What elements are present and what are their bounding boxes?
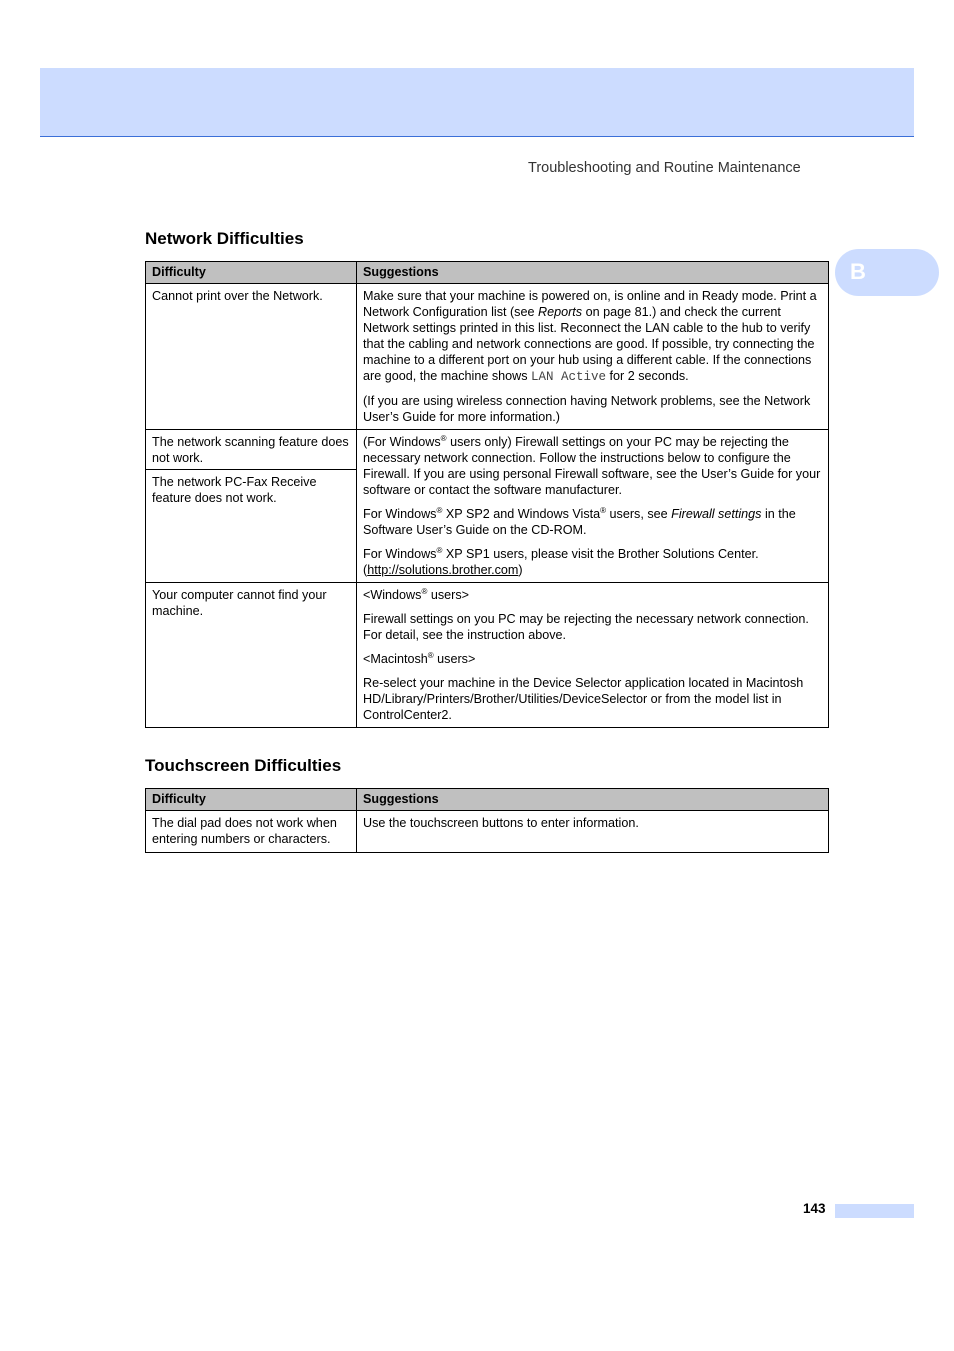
page-number: 143 [803,1201,826,1216]
cross-reference: Firewall settings [671,507,762,521]
section-title-network: Network Difficulties [145,229,304,248]
chapter-tab [835,249,939,296]
table-header-row [146,262,829,284]
suggestion-text: users> [433,652,476,666]
suggestion-cell [357,583,829,728]
running-title: Troubleshooting and Routine Maintenance [528,160,801,176]
registered-mark: ® [600,505,607,515]
difficulty-text: Cannot print over the Network. [152,289,323,303]
suggestion-paragraph: Re-select your machine in the Device Selector application located in Macintosh HD/Library/Printers/Brother/Utilities/DeviceSelector or from the model list in ControlCenter2. [363,676,804,722]
table-header-row [146,789,829,811]
suggestion-paragraph [363,546,822,578]
suggestion-text: For Windows [363,547,437,561]
suggestion-text: <Windows [363,588,422,602]
difficulty-cell [146,430,357,583]
suggestion-text: users only) Firewall settings on your PC may be rejecting the necessary network connection. Follow the instructions below to configure the Firewall. If you are using personal Firewall software, see the User’s Guide for your software or contact the software manufacturer. [363,435,821,497]
column-header-difficulty: Difficulty [146,262,357,284]
difficulty-cell [146,583,357,728]
suggestion-text: users, see [606,507,672,521]
suggestion-text: for 2 seconds. [606,369,689,383]
table-row [146,430,829,583]
suggestion-paragraph: Firewall settings on you PC may be rejecting the necessary network connection. For detail, see the instruction above. [363,612,809,642]
page-number-bar [835,1204,914,1218]
difficulty-cell [146,811,357,853]
suggestion-paragraph [363,506,822,538]
registered-mark: ® [421,586,428,596]
table-row [146,284,829,430]
registered-mark: ® [440,433,447,443]
suggestion-text: XP SP1 users, please visit the Brother Solutions Center. ( [363,547,759,577]
column-header-suggestions: Suggestions [357,262,829,284]
difficulty-text: The network scanning feature does not work. [146,430,356,470]
table-row [146,583,829,728]
suggestion-text: Use the touchscreen buttons to enter information. [363,816,639,830]
column-header-suggestions: Suggestions [357,789,829,811]
suggestion-subheading [363,587,822,603]
network-difficulties-table [145,261,829,728]
suggestion-cell [357,430,829,583]
suggestion-text: (For Windows [363,435,441,449]
suggestion-text: users> [427,588,470,602]
suggestion-subheading [363,651,822,667]
lcd-message: LAN Active [531,370,607,384]
difficulty-cell [146,284,357,430]
suggestion-text: <Macintosh [363,652,428,666]
suggestion-text: (If you are using wireless connection having Network problems, see the Network User’s Guide for more information.) [363,394,811,424]
touchscreen-difficulties-table [145,788,829,853]
suggestion-text: ) [518,563,523,577]
registered-mark: ® [436,505,443,515]
section-title-touchscreen: Touchscreen Difficulties [145,756,342,775]
difficulty-text: Your computer cannot find your machine. [152,588,327,618]
suggestion-cell [357,811,829,853]
chapter-tab-letter: B [850,259,866,284]
difficulty-text: The dial pad does not work when entering numbers or characters. [152,816,337,846]
suggestion-paragraph [363,393,822,425]
solutions-center-link[interactable]: http://solutions.brother.com [367,563,519,577]
registered-mark: ® [436,545,443,555]
table-row [146,811,829,853]
suggestion-paragraph [363,288,822,385]
suggestion-text: in the Software User’s Guide on the CD-ROM. [363,507,796,537]
suggestion-text: Make sure that your machine is powered on, is online and in Ready mode. Print a Network Configuration list (see [363,289,817,319]
suggestion-cell [357,284,829,430]
registered-mark: ® [427,650,434,660]
suggestion-text: For Windows [363,507,437,521]
column-header-difficulty: Difficulty [146,789,357,811]
cross-reference: Reports [537,305,583,319]
suggestion-paragraph [363,434,822,498]
difficulty-text: The network PC-Fax Receive feature does not work. [152,475,317,505]
suggestion-text: XP SP2 and Windows Vista [442,507,601,521]
header-band [40,68,914,137]
suggestion-text: on page 81.) and check the current Network settings printed in this list. Reconnect the LAN cable to the hub to verify that the cabling and network connections are good. If possible, try connecting the machine to a different port on your hub using a different cable. If the connections are good, the machine shows [363,305,815,383]
